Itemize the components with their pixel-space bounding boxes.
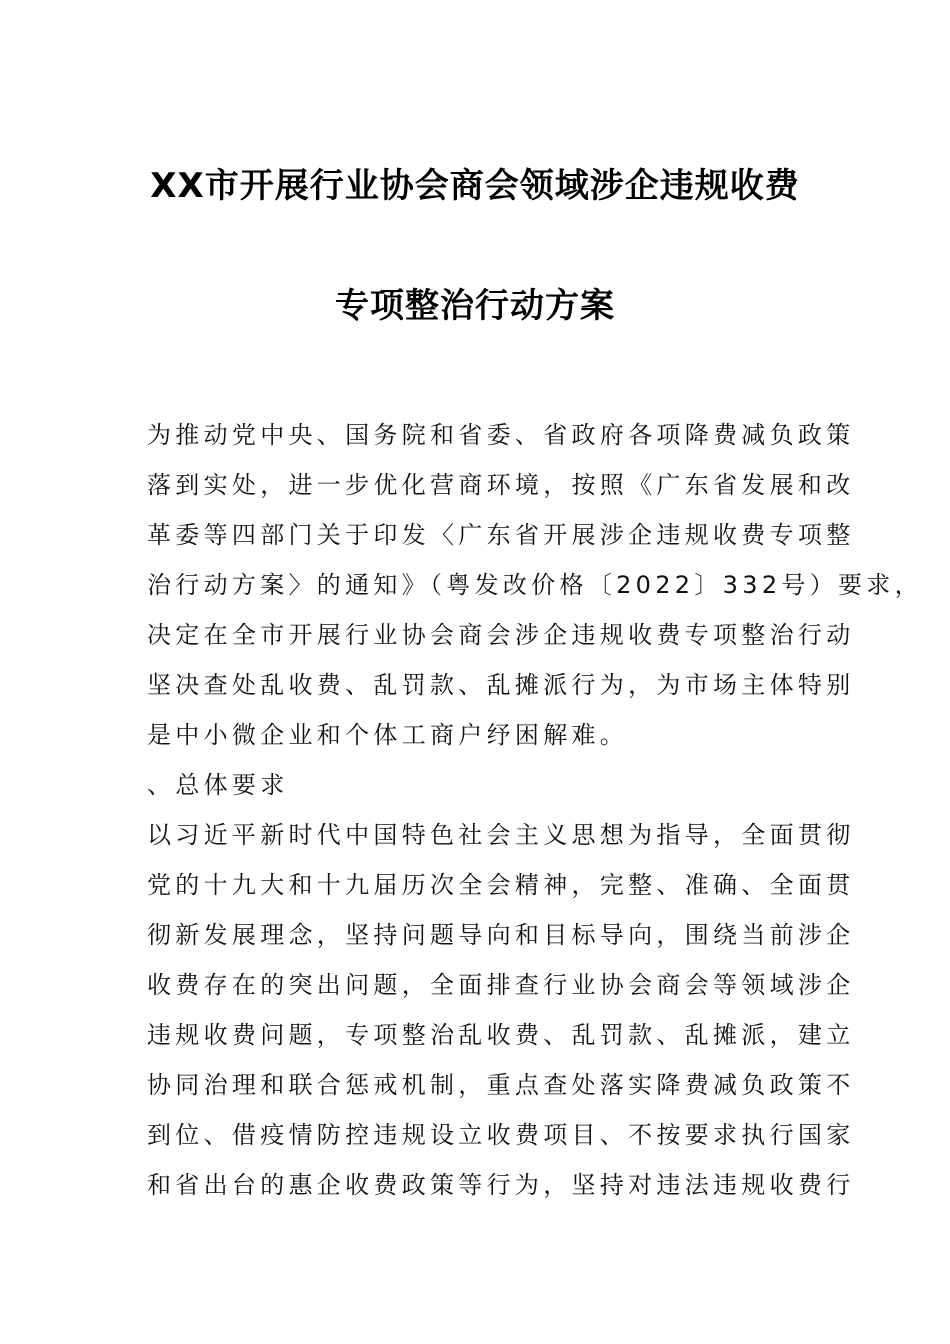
text-line: 党的十九大和十九届历次全会精神，完整、准确、全面贯 [147, 871, 855, 899]
text-line: 以习近平新时代中国特色社会主义思想为指导，全面贯彻 [147, 821, 855, 849]
text-line: 协同治理和联合惩戒机制，重点查处落实降费减负政策不 [147, 1071, 855, 1099]
text-line: 和省出台的惠企收费政策等行为，坚持对违法违规收费行 [147, 1171, 855, 1199]
text-line: 是中小微企业和个体工商户纾困解难。 [147, 721, 629, 749]
text-line: 到位、借疫情防控违规设立收费项目、不按要求执行国家 [147, 1121, 855, 1149]
paragraph-requirements [147, 810, 855, 1210]
text-line: 决定在全市开展行业协会商会涉企违规收费专项整治行动 [147, 621, 855, 649]
text-line: 、总体要求 [147, 771, 289, 799]
text-line: 为推动党中央、国务院和省委、省政府各项降费减负政策 [147, 421, 855, 449]
text-line: 治行动方案〉的通知》（粤发改价格〔2022〕332号）要求， [147, 571, 923, 599]
text-line: 革委等四部门关于印发〈广东省开展涉企违规收费专项整 [147, 521, 855, 549]
document-body [147, 410, 923, 1210]
section-heading [147, 760, 847, 810]
document-title-line-1: XX市开展行业协会商会领域涉企违规收费 [150, 166, 800, 206]
text-line: 坚决查处乱收费、乱罚款、乱摊派行为，为市场主体特别 [147, 671, 855, 699]
text-line: 落到实处，进一步优化营商环境，按照《广东省发展和改 [147, 471, 855, 499]
document-title-line-2: 专项整治行动方案 [335, 286, 615, 326]
text-line: 违规收费问题，专项整治乱收费、乱罚款、乱摊派，建立 [147, 1021, 855, 1049]
text-line: 收费存在的突出问题，全面排查行业协会商会等领域涉企 [147, 971, 855, 999]
paragraph-intro [147, 410, 923, 760]
text-line: 彻新发展理念，坚持问题导向和目标导向，围绕当前涉企 [147, 921, 855, 949]
